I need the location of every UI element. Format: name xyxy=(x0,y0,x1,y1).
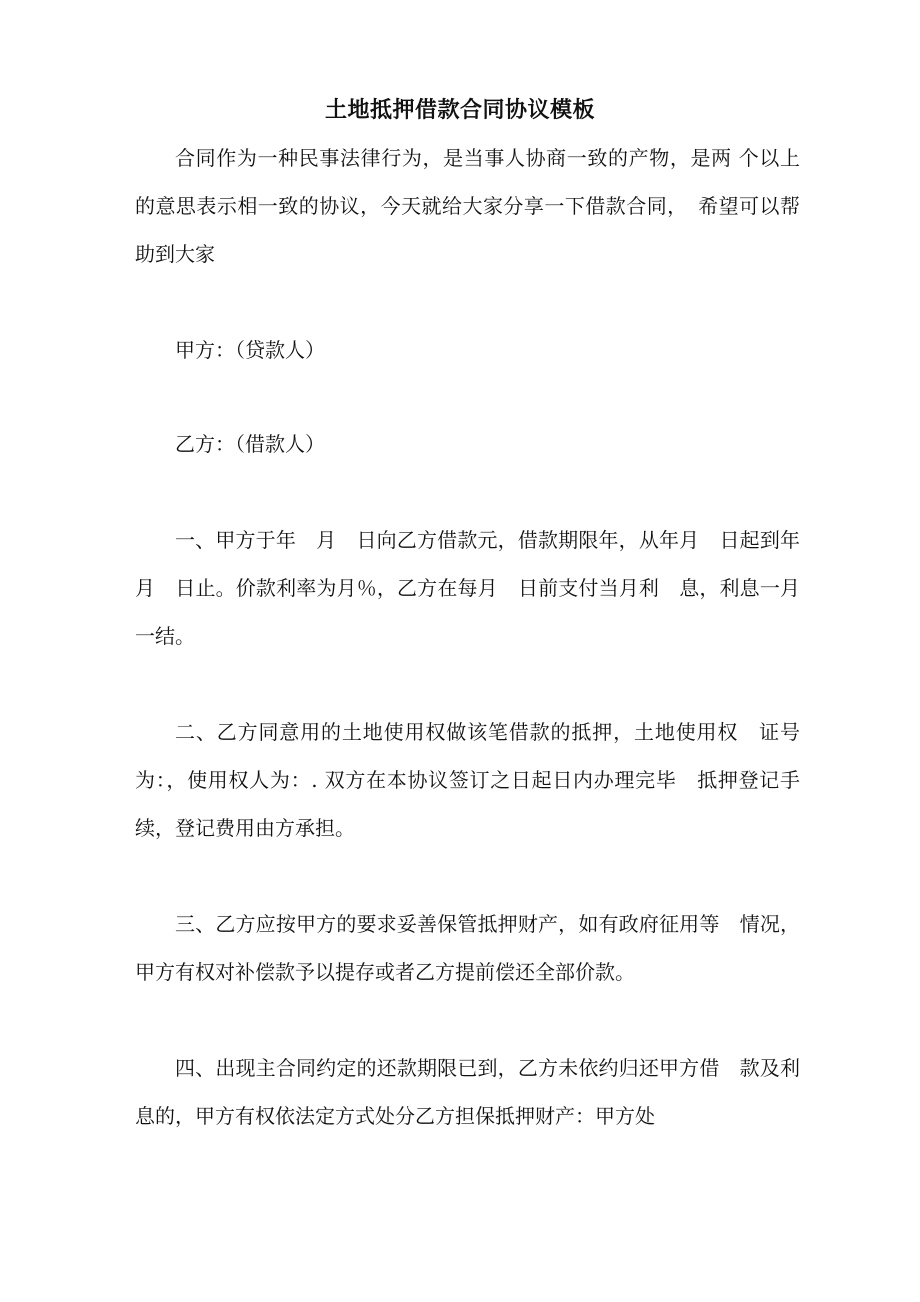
document-title: 土地抵押借款合同协议模板 xyxy=(324,97,595,123)
party-a-line: 甲方：（贷款人） xyxy=(175,338,325,362)
party-b-line: 乙方：（借款人） xyxy=(175,432,325,456)
clause-4-paragraph: 四、出现主合同约定的还款期限已到，乙方未依约归还甲方借 款及利息的，甲方有权依法定方式处分乙方担保抵押财产：甲方处 xyxy=(135,1056,800,1128)
clause-2-paragraph: 二、乙方同意用的土地使用权做该笔借款的抵押，土地使用权 证号为：，使用权人为：. 双方在本协议签订之日起日内办理完毕 抵押登记手续，登记费用由方承担。 xyxy=(135,720,800,840)
clause-1-paragraph: 一、甲方于年 月 日向乙方借款元，借款期限年，从年月 日起到年 月 日止。价款利率为月％，乙方在每月 日前支付当月利 息，利息一月一结。 xyxy=(135,528,820,648)
clause-3-paragraph: 三、乙方应按甲方的要求妥善保管抵押财产，如有政府征用等 情况，甲方有权对补偿款予以提存或者乙方提前偿还全部价款。 xyxy=(135,912,800,984)
intro-paragraph: 合同作为一种民事法律行为，是当事人协商一致的产物，是两 个以上的意思表示相一致的协议，今天就给大家分享一下借款合同， 希望可以帮助到大家 xyxy=(135,146,800,266)
